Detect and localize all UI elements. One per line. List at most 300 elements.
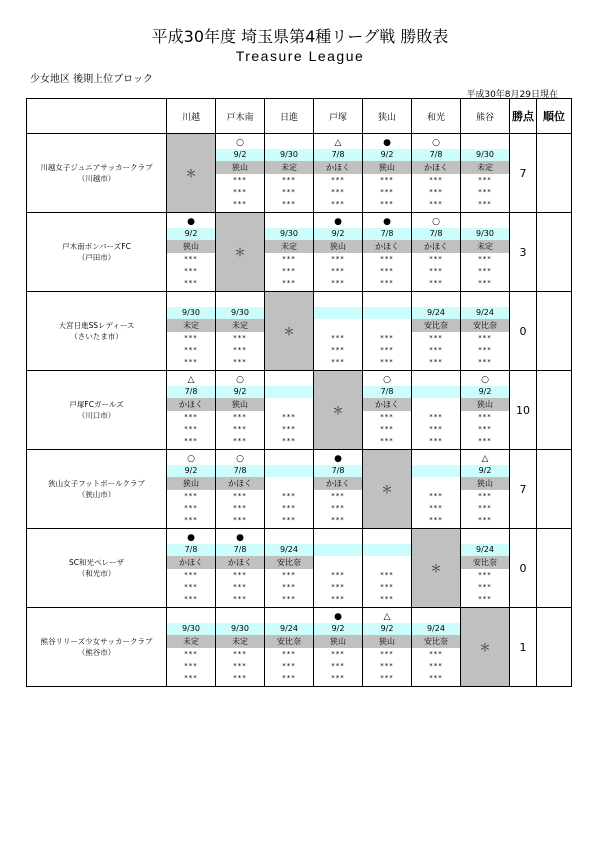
match-score: *** xyxy=(380,175,394,184)
match-result: △ xyxy=(187,374,195,385)
match-cell xyxy=(412,213,461,292)
match-cell xyxy=(167,371,216,450)
corner-cell xyxy=(27,99,167,134)
team-name-cell xyxy=(27,213,167,292)
match-cell xyxy=(216,292,265,371)
match-date: 9/30 xyxy=(461,228,509,240)
match-cell xyxy=(265,529,314,608)
match-score: *** xyxy=(429,175,443,184)
match-score: *** xyxy=(331,333,345,342)
match-score: *** xyxy=(233,649,247,658)
match-result: △ xyxy=(383,611,391,622)
match-result: ● xyxy=(334,216,342,227)
match-score: *** xyxy=(429,673,443,682)
rank-cell xyxy=(537,134,572,213)
team-city: （和光市） xyxy=(77,569,116,578)
match-cell xyxy=(363,292,412,371)
match-score: *** xyxy=(282,515,296,524)
match-date: 7/8 xyxy=(216,465,264,477)
match-score: *** xyxy=(282,278,296,287)
match-score: *** xyxy=(429,266,443,275)
match-score: *** xyxy=(380,357,394,366)
rank-cell xyxy=(537,371,572,450)
match-date: 9/30 xyxy=(265,149,313,161)
match-cell xyxy=(363,608,412,687)
match-score: *** xyxy=(331,175,345,184)
match-score: *** xyxy=(380,582,394,591)
match-result xyxy=(461,532,509,544)
column-header: 狭山 xyxy=(363,99,412,134)
points-cell: 7 xyxy=(510,134,537,213)
match-date: 9/30 xyxy=(167,623,215,635)
match-result xyxy=(265,453,313,465)
match-venue xyxy=(363,556,411,569)
match-score: *** xyxy=(429,187,443,196)
match-date: 9/30 xyxy=(167,307,215,319)
match-score: *** xyxy=(233,515,247,524)
match-date xyxy=(412,386,460,398)
match-venue: 狭山 xyxy=(363,161,411,174)
match-venue: 安比奈 xyxy=(461,556,509,569)
match-score: *** xyxy=(233,594,247,603)
match-score: *** xyxy=(184,345,198,354)
match-score: *** xyxy=(282,661,296,670)
match-score: *** xyxy=(184,491,198,500)
match-score: *** xyxy=(282,594,296,603)
match-score: *** xyxy=(331,345,345,354)
match-date xyxy=(412,465,460,477)
match-venue: 未定 xyxy=(461,161,509,174)
match-score: *** xyxy=(184,649,198,658)
match-cell xyxy=(265,213,314,292)
match-cell xyxy=(216,529,265,608)
match-date: 7/8 xyxy=(412,228,460,240)
points-header: 勝点 xyxy=(510,99,537,134)
team-name: 大宮日進SSレディース xyxy=(58,321,135,330)
match-score: *** xyxy=(331,649,345,658)
match-cell xyxy=(412,371,461,450)
match-cell xyxy=(461,371,510,450)
match-cell xyxy=(314,134,363,213)
match-date: 9/24 xyxy=(265,544,313,556)
match-score: *** xyxy=(184,412,198,421)
team-row xyxy=(27,292,572,371)
points-cell: 7 xyxy=(510,450,537,529)
match-cell xyxy=(314,292,363,371)
match-score: *** xyxy=(233,491,247,500)
match-cell xyxy=(167,292,216,371)
match-venue xyxy=(314,319,362,332)
points-cell: 0 xyxy=(510,292,537,371)
match-result: ○ xyxy=(432,216,440,227)
match-venue: 未定 xyxy=(167,635,215,648)
match-result: ○ xyxy=(236,137,244,148)
match-score: *** xyxy=(331,199,345,208)
match-cell xyxy=(167,608,216,687)
match-date: 9/30 xyxy=(461,149,509,161)
match-result xyxy=(265,611,313,623)
match-venue: 未定 xyxy=(216,319,264,332)
match-date: 9/24 xyxy=(412,307,460,319)
match-venue: 狭山 xyxy=(461,398,509,411)
match-score: *** xyxy=(380,333,394,342)
match-result xyxy=(167,611,215,623)
match-result xyxy=(167,295,215,307)
match-date: 7/8 xyxy=(363,228,411,240)
match-score: *** xyxy=(429,345,443,354)
match-score: *** xyxy=(331,570,345,579)
match-score: *** xyxy=(282,199,296,208)
match-score: *** xyxy=(429,424,443,433)
match-cell xyxy=(363,213,412,292)
match-score: *** xyxy=(478,199,492,208)
match-date: 9/2 xyxy=(167,465,215,477)
team-name-cell xyxy=(27,450,167,529)
match-score: *** xyxy=(233,345,247,354)
match-venue xyxy=(363,319,411,332)
match-date: 9/2 xyxy=(216,149,264,161)
match-cell xyxy=(461,134,510,213)
match-result: ○ xyxy=(481,374,489,385)
match-score: *** xyxy=(380,436,394,445)
match-score: *** xyxy=(282,491,296,500)
match-result: ○ xyxy=(236,374,244,385)
match-score: *** xyxy=(233,570,247,579)
match-score: *** xyxy=(233,333,247,342)
match-score: *** xyxy=(331,594,345,603)
self-match-cell: ＊ xyxy=(461,608,510,687)
match-score: *** xyxy=(380,424,394,433)
match-result: ○ xyxy=(236,453,244,464)
match-score: *** xyxy=(233,412,247,421)
match-date: 9/2 xyxy=(167,228,215,240)
match-cell xyxy=(167,450,216,529)
match-score: *** xyxy=(233,503,247,512)
match-score: *** xyxy=(478,254,492,263)
column-header: 日進 xyxy=(265,99,314,134)
match-cell xyxy=(216,134,265,213)
match-score: *** xyxy=(429,254,443,263)
match-date xyxy=(314,544,362,556)
match-result: ● xyxy=(187,532,195,543)
match-date: 9/2 xyxy=(363,623,411,635)
match-result xyxy=(216,611,264,623)
team-row xyxy=(27,134,572,213)
match-score: *** xyxy=(331,266,345,275)
match-venue: 未定 xyxy=(461,240,509,253)
match-result: ● xyxy=(383,216,391,227)
match-score: *** xyxy=(478,187,492,196)
team-city: （川口市） xyxy=(77,411,116,420)
team-city: （戸田市） xyxy=(77,253,116,262)
match-date xyxy=(363,307,411,319)
match-venue: 狭山 xyxy=(216,398,264,411)
match-result xyxy=(265,532,313,544)
match-result: ○ xyxy=(383,374,391,385)
match-venue: かほく xyxy=(314,161,362,174)
match-date: 9/24 xyxy=(412,623,460,635)
team-name: 戸塚FCガールズ xyxy=(69,400,124,409)
match-score: *** xyxy=(282,412,296,421)
match-venue: 安比奈 xyxy=(265,556,313,569)
match-date: 9/24 xyxy=(461,307,509,319)
match-venue: かほく xyxy=(216,556,264,569)
match-result xyxy=(314,295,362,307)
match-score: *** xyxy=(331,582,345,591)
team-name-cell xyxy=(27,134,167,213)
match-score: *** xyxy=(380,187,394,196)
match-score: *** xyxy=(233,424,247,433)
match-score: *** xyxy=(478,491,492,500)
column-header: 戸木南 xyxy=(216,99,265,134)
match-venue: かほく xyxy=(167,398,215,411)
match-score: *** xyxy=(380,278,394,287)
match-score: *** xyxy=(331,278,345,287)
match-date: 9/30 xyxy=(216,623,264,635)
match-result xyxy=(461,216,509,228)
match-venue xyxy=(412,477,460,490)
match-result xyxy=(265,374,313,386)
match-date: 7/8 xyxy=(314,149,362,161)
match-score: *** xyxy=(429,278,443,287)
match-score: *** xyxy=(184,661,198,670)
match-result xyxy=(412,611,460,623)
match-score: *** xyxy=(429,357,443,366)
match-score: *** xyxy=(282,436,296,445)
match-score: *** xyxy=(331,187,345,196)
match-venue: 狭山 xyxy=(167,477,215,490)
match-cell xyxy=(216,608,265,687)
match-score: *** xyxy=(282,266,296,275)
match-result: ● xyxy=(383,137,391,148)
match-result: ● xyxy=(187,216,195,227)
match-result xyxy=(363,532,411,544)
match-cell xyxy=(461,529,510,608)
rank-cell xyxy=(537,529,572,608)
match-venue: 安比奈 xyxy=(412,319,460,332)
team-city: （熊谷市） xyxy=(77,648,116,657)
match-cell xyxy=(412,134,461,213)
points-cell: 0 xyxy=(510,529,537,608)
match-result xyxy=(265,216,313,228)
column-header: 熊谷 xyxy=(461,99,510,134)
as-of-date: 平成30年8月29日現在 xyxy=(466,90,558,100)
match-cell xyxy=(265,371,314,450)
match-date: 9/2 xyxy=(363,149,411,161)
match-score: *** xyxy=(282,424,296,433)
match-score: *** xyxy=(429,436,443,445)
match-score: *** xyxy=(184,582,198,591)
match-score: *** xyxy=(380,570,394,579)
match-score: *** xyxy=(478,570,492,579)
match-score: *** xyxy=(233,436,247,445)
match-score: *** xyxy=(233,357,247,366)
match-result xyxy=(461,295,509,307)
match-result xyxy=(412,374,460,386)
match-venue: 狭山 xyxy=(216,161,264,174)
match-venue: 狭山 xyxy=(314,635,362,648)
match-score: *** xyxy=(184,503,198,512)
points-cell: 10 xyxy=(510,371,537,450)
match-venue: 未定 xyxy=(265,161,313,174)
team-city: （さいたま市） xyxy=(70,332,123,341)
match-score: *** xyxy=(184,436,198,445)
match-venue xyxy=(314,556,362,569)
match-score: *** xyxy=(478,333,492,342)
match-cell xyxy=(314,529,363,608)
match-date: 9/24 xyxy=(265,623,313,635)
match-score: *** xyxy=(380,412,394,421)
match-score: *** xyxy=(331,503,345,512)
match-score: *** xyxy=(184,515,198,524)
match-score: *** xyxy=(282,254,296,263)
match-venue: かほく xyxy=(167,556,215,569)
match-venue: 狭山 xyxy=(167,240,215,253)
block-label: 少女地区 後期上位ブロック xyxy=(30,74,153,85)
self-match-cell: ＊ xyxy=(314,371,363,450)
match-score: *** xyxy=(478,515,492,524)
match-venue: 狭山 xyxy=(314,240,362,253)
match-result xyxy=(461,137,509,149)
match-date: 7/8 xyxy=(412,149,460,161)
self-match-cell: ＊ xyxy=(363,450,412,529)
match-score: *** xyxy=(184,570,198,579)
match-score: *** xyxy=(429,515,443,524)
match-venue: かほく xyxy=(412,161,460,174)
match-score: *** xyxy=(282,649,296,658)
match-score: *** xyxy=(282,582,296,591)
match-score: *** xyxy=(184,333,198,342)
team-row xyxy=(27,529,572,608)
match-score: *** xyxy=(380,266,394,275)
points-cell: 3 xyxy=(510,213,537,292)
match-score: *** xyxy=(331,661,345,670)
match-date: 7/8 xyxy=(314,465,362,477)
match-score: *** xyxy=(331,673,345,682)
match-venue: 安比奈 xyxy=(265,635,313,648)
match-cell xyxy=(167,213,216,292)
match-result xyxy=(412,453,460,465)
match-score: *** xyxy=(184,278,198,287)
match-score: *** xyxy=(380,199,394,208)
match-cell xyxy=(461,213,510,292)
self-match-cell: ＊ xyxy=(216,213,265,292)
rank-cell xyxy=(537,213,572,292)
team-row xyxy=(27,450,572,529)
match-score: *** xyxy=(429,649,443,658)
match-venue xyxy=(265,398,313,411)
team-name: 戸木南ボンバーズFC xyxy=(62,242,131,251)
match-cell xyxy=(314,450,363,529)
match-result: ○ xyxy=(187,453,195,464)
match-date xyxy=(314,307,362,319)
match-date xyxy=(363,544,411,556)
match-result xyxy=(265,137,313,149)
match-score: *** xyxy=(429,661,443,670)
match-result: ○ xyxy=(432,137,440,148)
match-cell xyxy=(314,608,363,687)
team-name-cell xyxy=(27,608,167,687)
match-result: ● xyxy=(334,611,342,622)
match-result xyxy=(412,295,460,307)
match-score: *** xyxy=(478,357,492,366)
header-row xyxy=(27,99,572,134)
match-date: 9/30 xyxy=(216,307,264,319)
match-score: *** xyxy=(478,345,492,354)
match-score: *** xyxy=(184,424,198,433)
match-score: *** xyxy=(282,187,296,196)
match-venue xyxy=(265,477,313,490)
match-score: *** xyxy=(478,266,492,275)
match-score: *** xyxy=(380,661,394,670)
team-name: 川越女子ジュニアサッカークラブ xyxy=(40,163,153,172)
rank-cell xyxy=(537,292,572,371)
team-row xyxy=(27,371,572,450)
match-score: *** xyxy=(478,424,492,433)
match-date: 7/8 xyxy=(216,544,264,556)
match-venue: かほく xyxy=(363,398,411,411)
match-cell xyxy=(363,134,412,213)
match-score: *** xyxy=(380,345,394,354)
match-result xyxy=(216,295,264,307)
match-date: 9/2 xyxy=(461,386,509,398)
match-score: *** xyxy=(478,436,492,445)
match-score: *** xyxy=(380,254,394,263)
match-venue: かほく xyxy=(363,240,411,253)
team-city: （狭山市） xyxy=(77,490,116,499)
match-cell xyxy=(265,134,314,213)
self-match-cell: ＊ xyxy=(167,134,216,213)
column-header: 戸塚 xyxy=(314,99,363,134)
match-score: *** xyxy=(331,254,345,263)
match-score: *** xyxy=(282,175,296,184)
match-score: *** xyxy=(282,570,296,579)
match-cell xyxy=(216,450,265,529)
match-result xyxy=(363,295,411,307)
match-score: *** xyxy=(282,673,296,682)
match-date xyxy=(265,465,313,477)
match-venue xyxy=(412,398,460,411)
match-score: *** xyxy=(331,357,345,366)
rank-cell xyxy=(537,608,572,687)
match-cell xyxy=(412,292,461,371)
team-name-cell xyxy=(27,529,167,608)
self-match-cell: ＊ xyxy=(412,529,461,608)
match-venue: かほく xyxy=(412,240,460,253)
match-score: *** xyxy=(429,503,443,512)
match-date: 9/2 xyxy=(461,465,509,477)
match-result: △ xyxy=(481,453,489,464)
self-match-cell: ＊ xyxy=(265,292,314,371)
match-result: △ xyxy=(334,137,342,148)
match-venue: 狭山 xyxy=(461,477,509,490)
match-score: *** xyxy=(184,673,198,682)
rank-header: 順位 xyxy=(537,99,572,134)
match-score: *** xyxy=(233,175,247,184)
match-score: *** xyxy=(233,199,247,208)
match-venue: かほく xyxy=(314,477,362,490)
match-score: *** xyxy=(380,673,394,682)
match-score: *** xyxy=(429,412,443,421)
points-cell: 1 xyxy=(510,608,537,687)
match-score: *** xyxy=(380,594,394,603)
team-name-cell xyxy=(27,371,167,450)
match-cell xyxy=(461,450,510,529)
match-score: *** xyxy=(429,333,443,342)
match-date: 7/8 xyxy=(363,386,411,398)
match-venue: 安比奈 xyxy=(461,319,509,332)
match-cell xyxy=(265,608,314,687)
